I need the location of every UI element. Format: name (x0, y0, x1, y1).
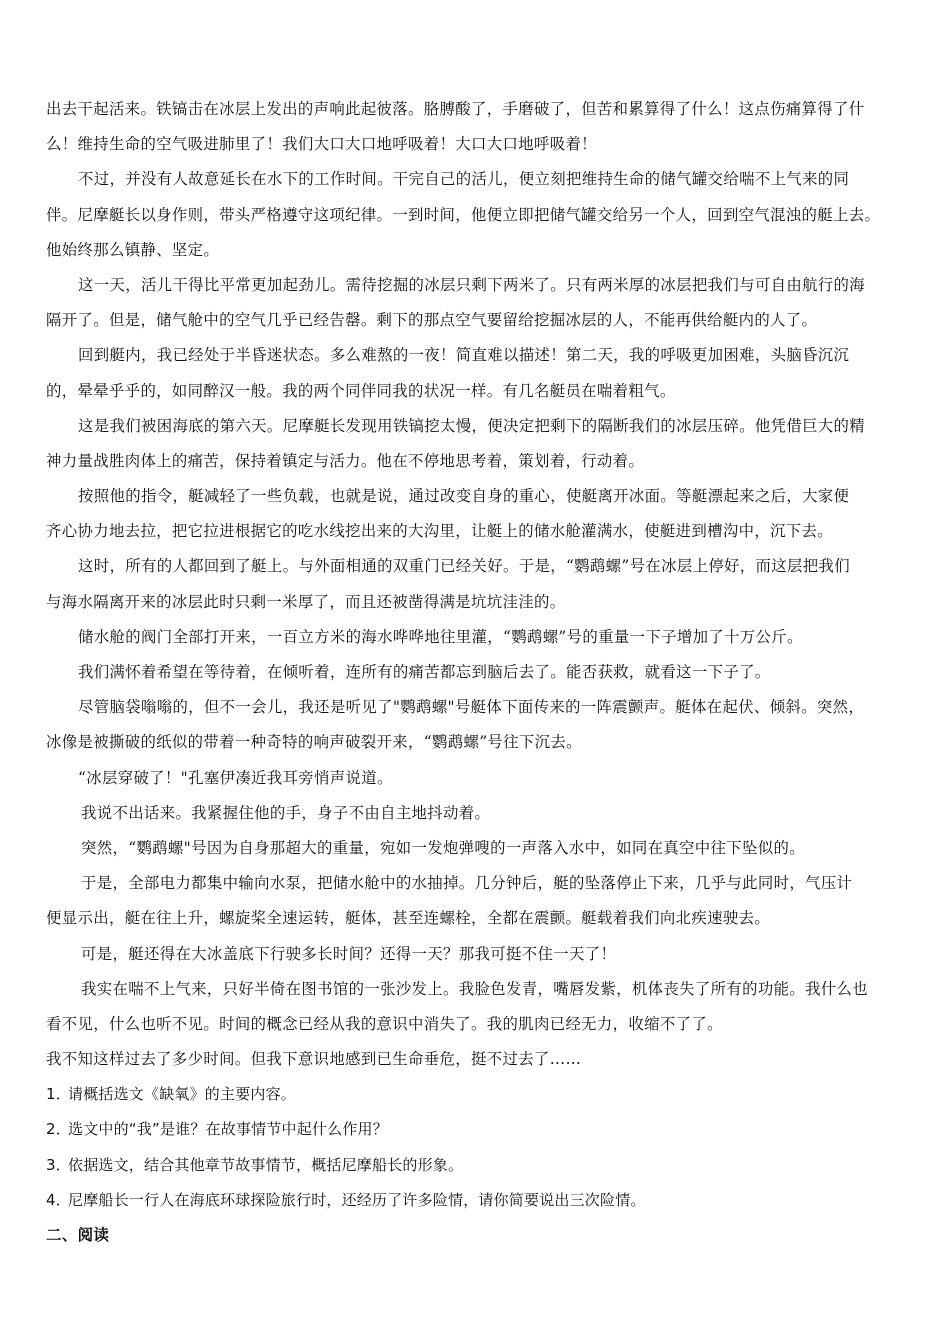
question-item (46, 1183, 908, 1218)
question-list (46, 1077, 908, 1218)
question-item (46, 1077, 908, 1112)
passage-line: 神力量战胜肉体上的痛苦，保持着镇定与活力。他在不停地思考着，策划着，行动着。 (46, 451, 645, 470)
passage-line: 突然，“鹦鹉螺"号因为自身那超大的重量，宛如一发炮弹嗖的一声落入水中，如同在真空中往下坠似的。 (81, 838, 805, 857)
passage (46, 92, 908, 1077)
passage-line: 么！维持生命的空气吸进肺里了！我们大口大口地呼吸着！大口大口地呼吸着！ (46, 135, 597, 154)
question-number: 1． (46, 1085, 71, 1104)
passage-line: 看不见，什么也听不见。时间的概念已经从我的意识中消失了。我的肌肉已经无力，收缩不了了。 (46, 1014, 723, 1033)
passage-line: 我说不出话来。我紧握住他的手，身子不由自主地抖动着。 (81, 803, 491, 822)
question-number: 2． (46, 1120, 71, 1139)
passage-line: 他始终那么镇静、坚定。 (46, 240, 220, 259)
passage-line: 这一天，活儿干得比平常更加起劲儿。需待挖掘的冰层只剩下两米了。只有两米厚的冰层把我们与可自由航行的海 (78, 275, 866, 294)
passage-line: 这时，所有的人都回到了艇上。与外面相通的双重门已经关好。于是，“鹦鹉螺”号在冰层上停好，而这层把我们 (78, 557, 850, 576)
passage-line: 于是，全部电力都集中输向水泵，把储水舱中的水抽掉。几分钟后，艇的坠落停止下来，几乎与此同时，气压计 (81, 874, 853, 893)
question-item (46, 1148, 908, 1183)
question-text: 尼摩船长一行人在海底环球探险旅行时，还经历了许多险情，请你简要说出三次险情。 (68, 1190, 646, 1209)
passage-line: 冰像是被撕破的纸似的带着一种奇特的响声破裂开来，“鹦鹉螺”号往下沉去。 (46, 733, 582, 752)
passage-line: 尽管脑袋嗡嗡的，但不一会儿，我还是听见了"鹦鹉螺"号艇体下面传来的一阵震颤声。艇体在起伏、倾斜。突然， (78, 698, 865, 717)
passage-line: 这是我们被困海底的第六天。尼摩艇长发现用铁镐挖太慢，便决定把剩下的隔断我们的冰层压碎。他凭借巨大的精 (78, 416, 866, 435)
passage-line: 隔开了。但是，储气舱中的空气几乎已经告罄。剩下的那点空气要留给挖掘冰层的人，不能再供给艇内的人了。 (46, 311, 818, 330)
question-text: 依据选文，结合其他章节故事情节，概括尼摩船长的形象。 (68, 1155, 464, 1174)
passage-line: 的，晕晕乎乎的，如同醉汉一般。我的两个同伴同我的状况一样。有几名艇员在喘着粗气。 (46, 381, 676, 400)
section-heading: 二、阅读 (46, 1226, 110, 1244)
passage-line: 储水舱的阀门全部打开来，一百立方米的海水哗哗地往里灌，“鹦鹉螺”号的重量一下子增加了十万公斤。 (78, 627, 803, 646)
passage-line: 可是，艇还得在大冰盖底下行驶多长时间？还得一天？那我可挺不住一天了！ (81, 944, 617, 963)
question-text: 请概括选文《缺氧》的主要内容。 (68, 1085, 297, 1104)
question-text: 选文中的“我”是谁？在故事情节中起什么作用？ (68, 1120, 388, 1139)
document-page (46, 92, 908, 1253)
passage-line: 便显示出，艇在往上升，螺旋桨全速运转，艇体，甚至连螺栓，全都在震颤。艇载着我们向北疾速驶去。 (46, 909, 771, 928)
passage-line: 我实在喘不上气来，只好半倚在图书馆的一张沙发上。我脸色发青，嘴唇发紫，机体丧失了所有的功能。我什么也 (81, 979, 869, 998)
passage-line: 按照他的指令，艇减轻了一些负载，也就是说，通过改变自身的重心，使艇离开冰面。等艇漂起来之后，大家便 (78, 487, 850, 506)
passage-line: 出去干起活来。铁镐击在冰层上发出的声响此起彼落。胳膊酸了，手磨破了，但苦和累算得了什么！这点伤痛算得了什 (46, 100, 865, 118)
passage-line: 我不知这样过去了多少时间。但我下意识地感到已生命垂危，挺不过去了…… (46, 1050, 582, 1069)
passage-line: 回到艇内，我已经处于半昏迷状态。多么难熬的一夜！简直难以描述！第二天，我的呼吸更加困难，头脑昏沉沉 (78, 346, 850, 365)
passage-line: 与海水隔离开来的冰层此时只剩一米厚了，而且还被凿得满是坑坑洼洼的。 (46, 592, 566, 611)
question-item (46, 1112, 908, 1147)
question-number: 4． (46, 1190, 71, 1209)
passage-line: 齐心协力地去拉，把它拉进根据它的吃水线挖出来的大沟里，让艇上的储水舱灌满水，使艇进到槽沟中，沉下去。 (46, 522, 834, 541)
passage-line: “冰层穿破了！"孔塞伊凑近我耳旁悄声说道。 (78, 768, 393, 787)
passage-line: 我们满怀着希望在等待着，在倾听着，连所有的痛苦都忘到脑后去了。能否获救，就看这一下子了。 (78, 663, 771, 681)
question-number: 3． (46, 1155, 71, 1174)
passage-line: 伴。尼摩艇长以身作则，带头严格遵守这项纪律。一到时间，他便立即把储气罐交给另一个人，回到空气混浊的艇上去。 (46, 205, 881, 224)
passage-line: 不过，并没有人故意延长在水下的工作时间。干完自己的活儿，便立刻把维持生命的储气罐交给喘不上气来的同 (78, 170, 850, 189)
